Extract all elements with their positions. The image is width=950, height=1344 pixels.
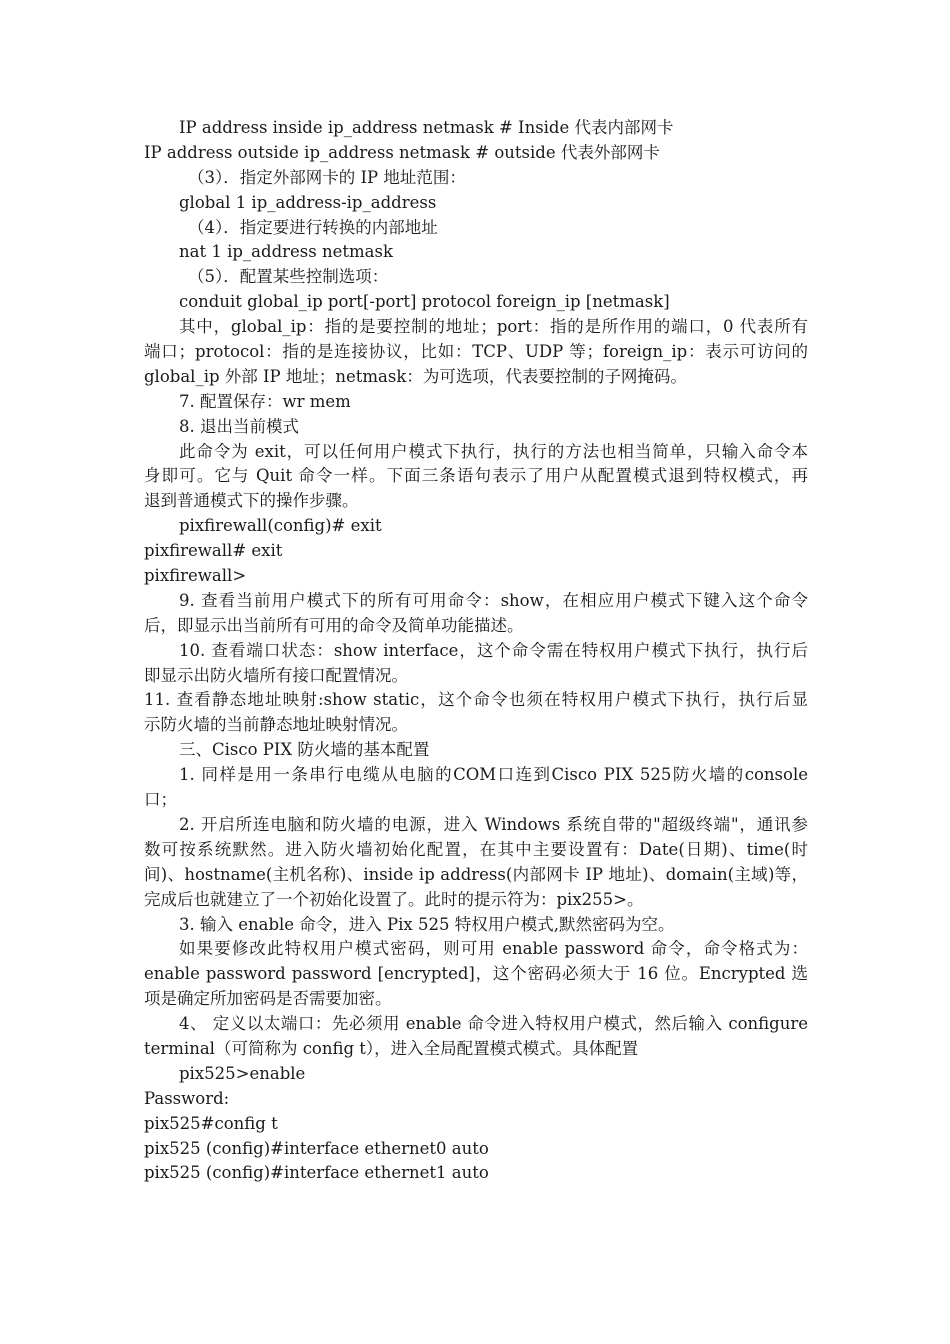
text-line: 间)、hostname(主机名称)、inside ip address(内部网卡 IP 地址)、domain(主域)等，	[144, 864, 808, 884]
text-line: （4）．指定要进行转换的内部地址	[188, 217, 438, 237]
text-line: 口；	[144, 790, 177, 810]
code-line: Password:	[144, 1088, 230, 1108]
text-line: 11. 查看静态地址映射:show static，这个命令也须在特权用户模式下执行，执行后显	[144, 690, 808, 710]
text-line: 此命令为 exit，可以任何用户模式下执行，执行的方法也相当简单，只输入命令本	[179, 441, 808, 461]
code-line: pix525#config t	[144, 1113, 278, 1133]
text-line: （3）．指定外部网卡的 IP 地址范围：	[188, 167, 466, 187]
code-line: pix525>enable	[179, 1063, 306, 1083]
text-line: 端口；protocol：指的是连接协议，比如：TCP、UDP 等；foreign_ip：表示可访问的	[144, 342, 808, 362]
text-line: terminal（可简称为 config t），进入全局配置模式模式。具体配置	[144, 1038, 639, 1058]
text-line: nat 1 ip_address netmask	[179, 242, 393, 262]
text-line: global 1 ip_address-ip_address	[179, 192, 437, 212]
text-line: （5）．配置某些控制选项：	[188, 267, 389, 287]
text-line: 完成后也就建立了一个初始化设置了。此时的提示符为：pix255>。	[144, 889, 644, 909]
text-line: 退到普通模式下的操作步骤。	[144, 491, 359, 511]
text-line: enable password password [encrypted]，这个密码必须大于 16 位。Encrypted 选	[144, 964, 808, 984]
text-line: conduit global_ip port[-port] protocol foreign_ip [netmask]	[179, 292, 670, 312]
text-line: 数可按系统默然。进入防火墙初始化配置，在其中主要设置有：Date(日期)、time(时	[144, 839, 808, 859]
text-line: 8. 退出当前模式	[179, 416, 299, 436]
text-line: 即显示出防火墙所有接口配置情况。	[144, 665, 408, 685]
text-line: 3. 输入 enable 命令，进入 Pix 525 特权用户模式,默然密码为空。	[179, 914, 675, 934]
code-line: pix525 (config)#interface ethernet1 auto	[144, 1163, 489, 1183]
text-line: global_ip 外部 IP 地址；netmask：为可选项，代表要控制的子网掩码。	[144, 366, 687, 386]
text-line: 1. 同样是用一条串行电缆从电脑的COM口连到Cisco PIX 525防火墙的console	[179, 765, 808, 785]
text-line: IP address inside ip_address netmask # Inside 代表内部网卡	[179, 118, 674, 137]
text-line: 如果要修改此特权用户模式密码，则可用 enable password 命令，命令格式为：	[179, 939, 808, 959]
text-line: 10. 查看端口状态：show interface，这个命令需在特权用户模式下执行，执行后	[179, 640, 808, 660]
document-body	[144, 116, 808, 1186]
text-line: 4、 定义以太端口：先必须用 enable 命令进入特权用户模式，然后输入 configure	[179, 1014, 808, 1034]
text-line: pixfirewall# exit	[144, 541, 283, 561]
section-heading: 三、Cisco PIX 防火墙的基本配置	[179, 740, 430, 760]
text-line: 项是确定所加密码是否需要加密。	[144, 989, 392, 1009]
text-line: 9. 查看当前用户模式下的所有可用命令：show，在相应用户模式下键入这个命令	[179, 590, 808, 610]
text-line: 其中，global_ip：指的是要控制的地址；port：指的是所作用的端口，0 代表所有	[179, 317, 808, 337]
text-line: 身即可。它与 Quit 命令一样。下面三条语句表示了用户从配置模式退到特权模式，再	[144, 466, 808, 486]
text-line: pixfirewall>	[144, 566, 247, 586]
text-line: 示防火墙的当前静态地址映射情况。	[144, 715, 408, 735]
text-line: 后，即显示出当前所有可用的命令及简单功能描述。	[144, 615, 524, 635]
code-line: pix525 (config)#interface ethernet0 auto	[144, 1138, 489, 1158]
text-line: IP address outside ip_address netmask # outside 代表外部网卡	[144, 142, 660, 162]
text-line: 2. 开启所连电脑和防火墙的电源，进入 Windows 系统自带的"超级终端"，通讯参	[179, 814, 808, 834]
text-line: 7. 配置保存：wr mem	[179, 391, 351, 411]
text-line: pixfirewall(config)# exit	[179, 516, 382, 536]
